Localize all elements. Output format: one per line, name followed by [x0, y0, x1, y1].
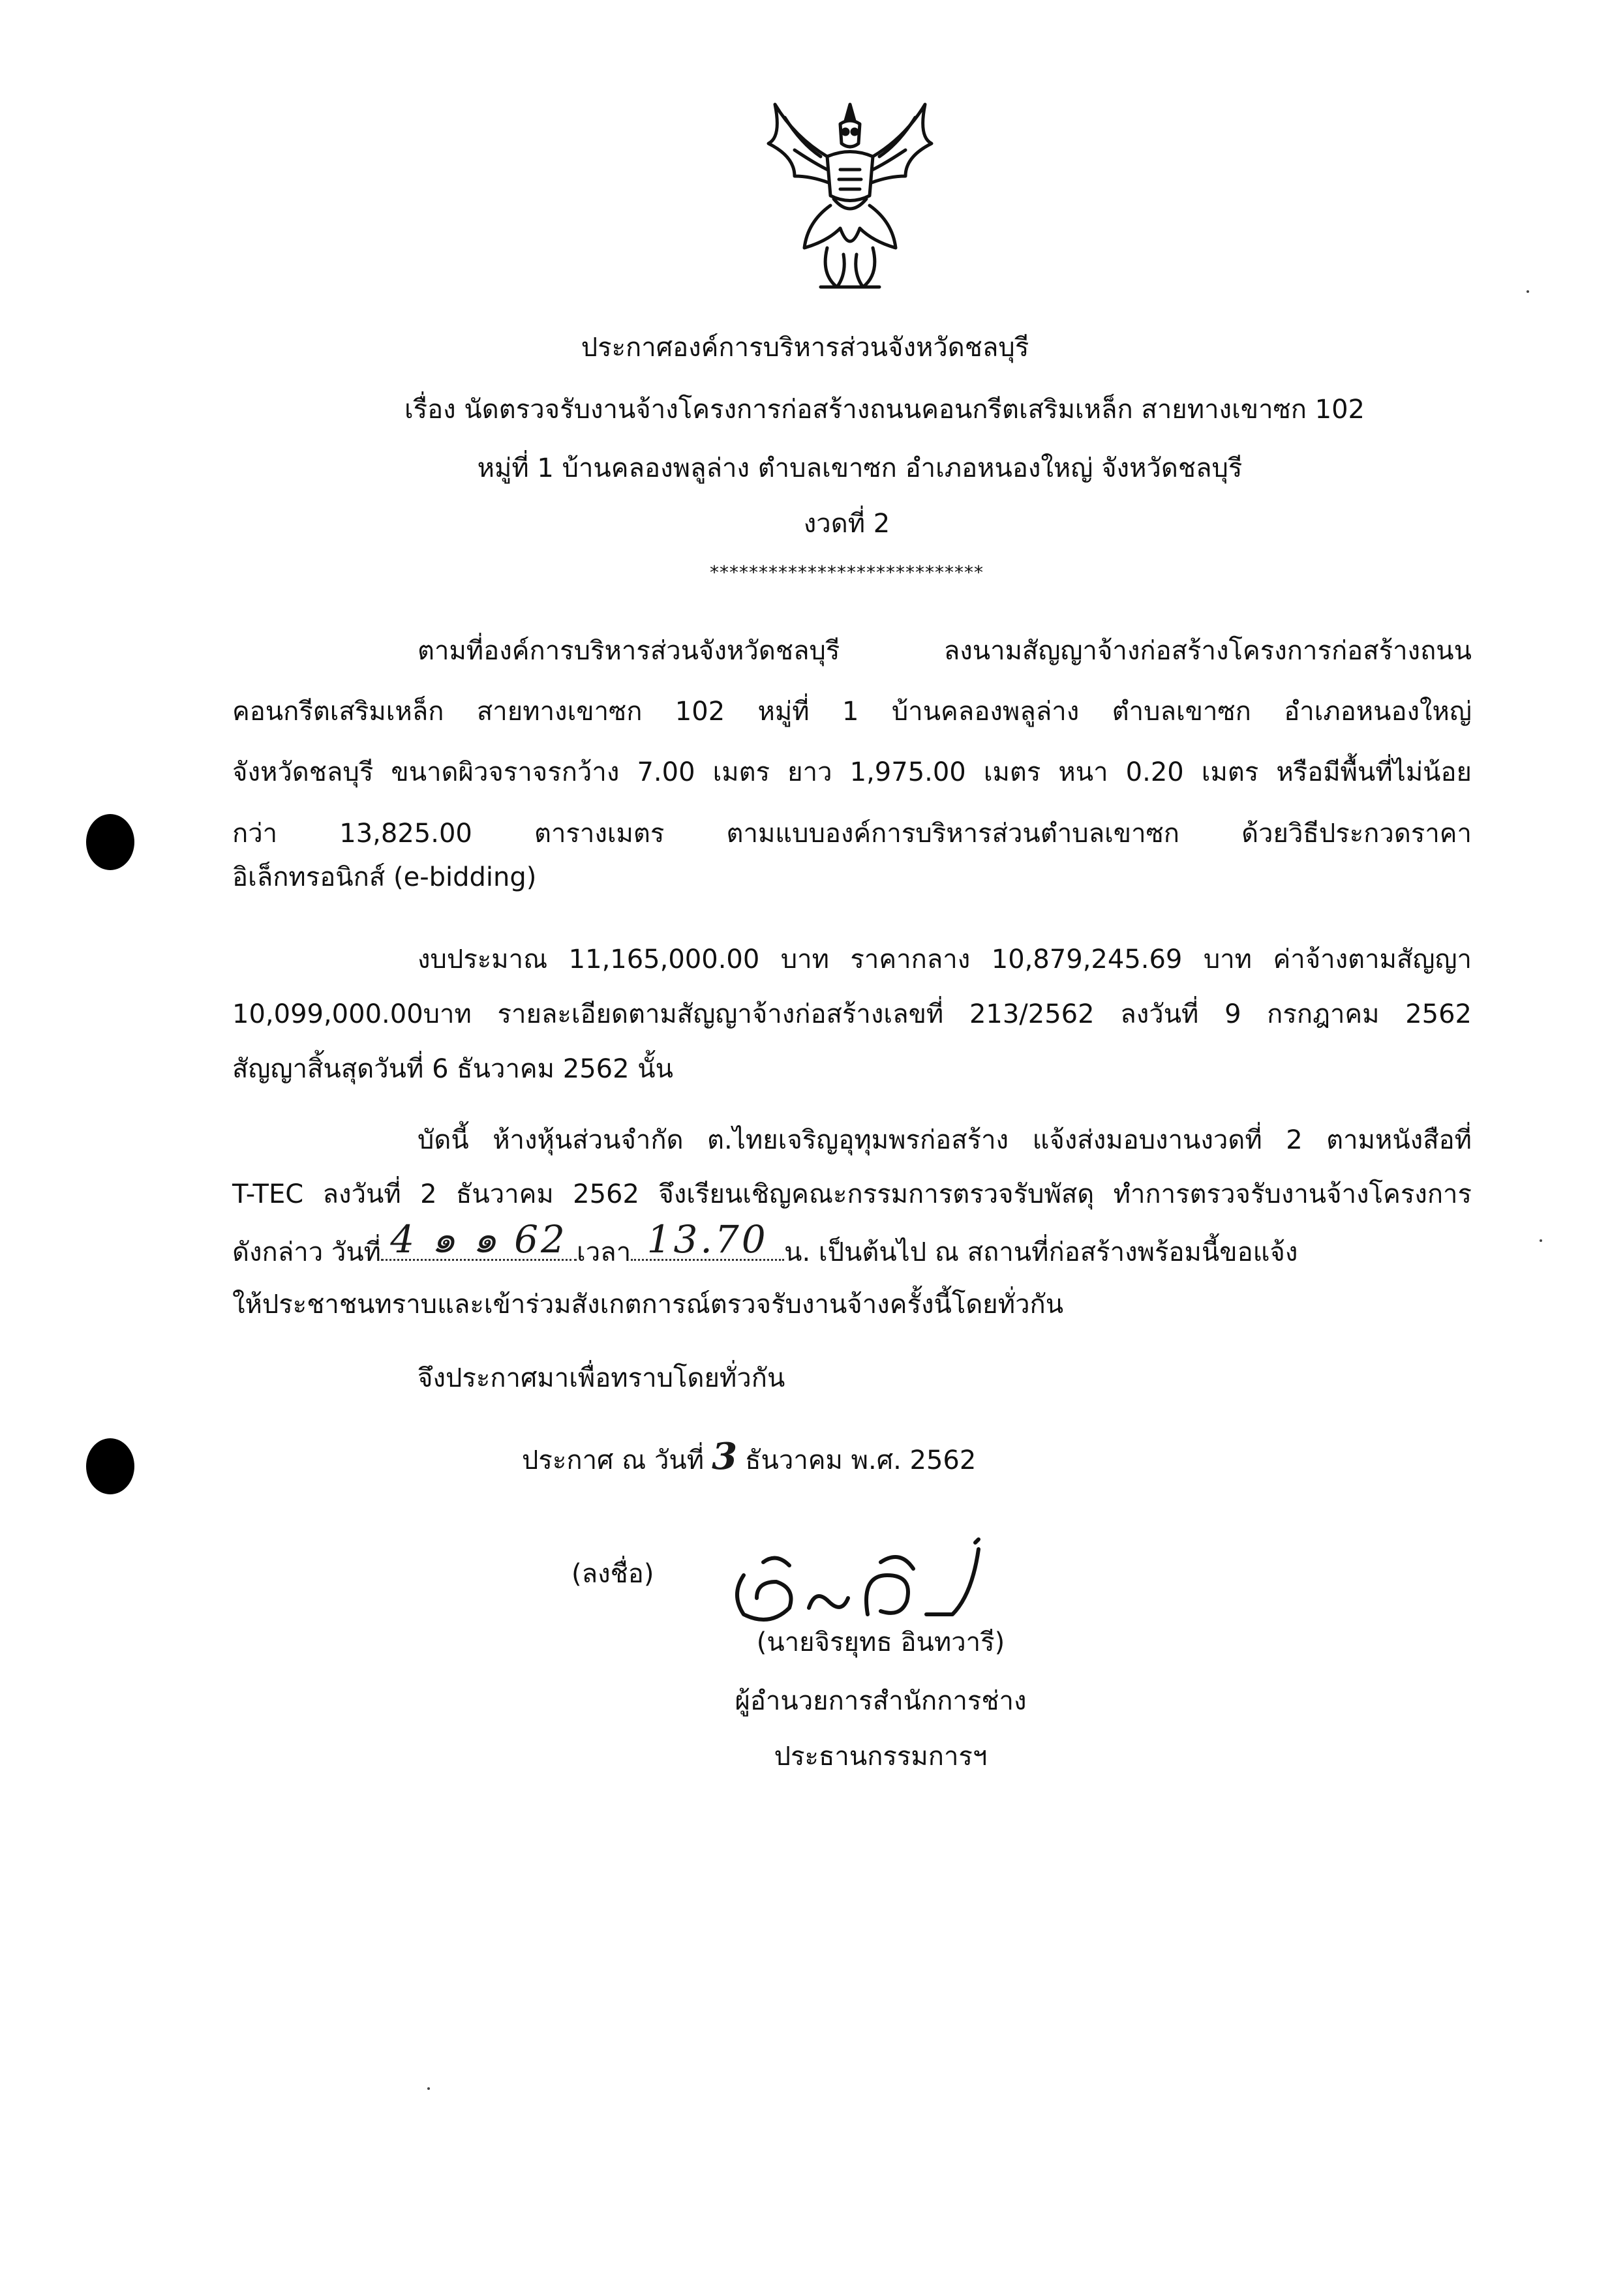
- announce-suffix: ธันวาคม พ.ศ. 2562: [745, 1445, 977, 1475]
- para1-line: ตามที่องค์การบริหารส่วนจังหวัดชลบุรี ลงนามสัญญาจ้างก่อสร้างโครงการก่อสร้างถนน: [418, 636, 1472, 666]
- punch-hole-bottom: [86, 1438, 134, 1494]
- scan-speck: [1540, 1239, 1542, 1242]
- scan-speck: [1526, 290, 1529, 293]
- para3-line: บัดนี้ ห้างหุ้นส่วนจำกัด ต.ไทยเจริญอุทุมพรก่อสร้าง แจ้งส่งมอบงานงวดที่ 2 ตามหนังสือที่: [418, 1125, 1472, 1155]
- para1-line: คอนกรีตเสริมเหล็ก สายทางเขาซก 102 หมู่ที่ 1 บ้านคลองพลูล่าง ตำบลเขาซก อำเภอหนองใหญ่: [232, 697, 1472, 727]
- announce-prefix: ประกาศ ณ วันที่: [522, 1445, 705, 1475]
- punch-hole-top: [86, 814, 134, 870]
- date-label: ดังกล่าว วันที่: [232, 1237, 382, 1267]
- para2-line: สัญญาสิ้นสุดวันที่ 6 ธันวาคม 2562 นั้น: [232, 1054, 673, 1084]
- handwritten-signature: [718, 1536, 1018, 1634]
- document-title: ประกาศองค์การบริหารส่วนจังหวัดชลบุรี: [581, 333, 1029, 363]
- time-label: เวลา: [577, 1237, 631, 1267]
- time-field: [631, 1217, 784, 1261]
- signer-position: ผู้อำนวยการสำนักการช่าง: [735, 1686, 1027, 1716]
- closing-line: จึงประกาศมาเพื่อทราบโดยทั่วกัน: [418, 1363, 785, 1393]
- separator: ****************************: [710, 562, 984, 583]
- para2-line: 10,099,000.00บาท รายละเอียดตามสัญญาจ้างก่อสร้างเลขที่ 213/2562 ลงวันที่ 9 กรกฎาคม 2562: [232, 999, 1472, 1029]
- signer-role: ประธานกรรมการฯ: [774, 1742, 988, 1772]
- signature-label: (ลงชื่อ): [571, 1559, 654, 1589]
- para1-line: กว่า 13,825.00 ตารางเมตร ตามแบบองค์การบริหารส่วนตำบลเขาซก ด้วยวิธีประกวดราคา: [232, 819, 1472, 849]
- handwritten-day: 3: [712, 1435, 738, 1478]
- announce-date: [522, 1435, 1174, 1479]
- garuda-emblem-icon: [755, 91, 945, 300]
- para3-line3-suffix: น. เป็นต้นไป ณ สถานที่ก่อสร้างพร้อมนี้ขอแจ้ง: [784, 1237, 1298, 1267]
- para3-line-3: [232, 1217, 1472, 1271]
- handwritten-date: 4 ๑ ๑ 62: [390, 1217, 568, 1261]
- para3-line: T-TEC ลงวันที่ 2 ธันวาคม 2562 จึงเรียนเชิญคณะกรรมการตรวจรับพัสดุ ทำการตรวจรับงานจ้างโครงการ: [232, 1179, 1472, 1209]
- signer-name: (นายจิรยุทธ อินทวารี): [756, 1627, 1005, 1657]
- subject-line-3: งวดที่ 2: [803, 509, 890, 539]
- para1-line: จังหวัดชลบุรี ขนาดผิวจราจรกว้าง 7.00 เมตร ยาว 1,975.00 เมตร หนา 0.20 เมตร หรือมีพื้นที่ไม่น้อย: [232, 757, 1472, 787]
- scan-speck: [427, 2087, 430, 2090]
- para3-line: ให้ประชาชนทราบและเข้าร่วมสังเกตการณ์ตรวจรับงานจ้างครั้งนี้โดยทั่วกัน: [232, 1290, 1064, 1320]
- subject-line-1: เรื่อง นัดตรวจรับงานจ้างโครงการก่อสร้างถนนคอนกรีตเสริมเหล็ก สายทางเขาซก 102: [404, 395, 1365, 425]
- subject-line-2: หมู่ที่ 1 บ้านคลองพลูล่าง ตำบลเขาซก อำเภอหนองใหญ่ จังหวัดชลบุรี: [477, 453, 1243, 483]
- para2-line: งบประมาณ 11,165,000.00 บาท ราคากลาง 10,879,245.69 บาท ค่าจ้างตามสัญญา: [418, 944, 1472, 974]
- para1-line: อิเล็กทรอนิกส์ (e-bidding): [232, 862, 537, 892]
- date-field: [381, 1217, 577, 1261]
- handwritten-time: 13.70: [646, 1217, 768, 1261]
